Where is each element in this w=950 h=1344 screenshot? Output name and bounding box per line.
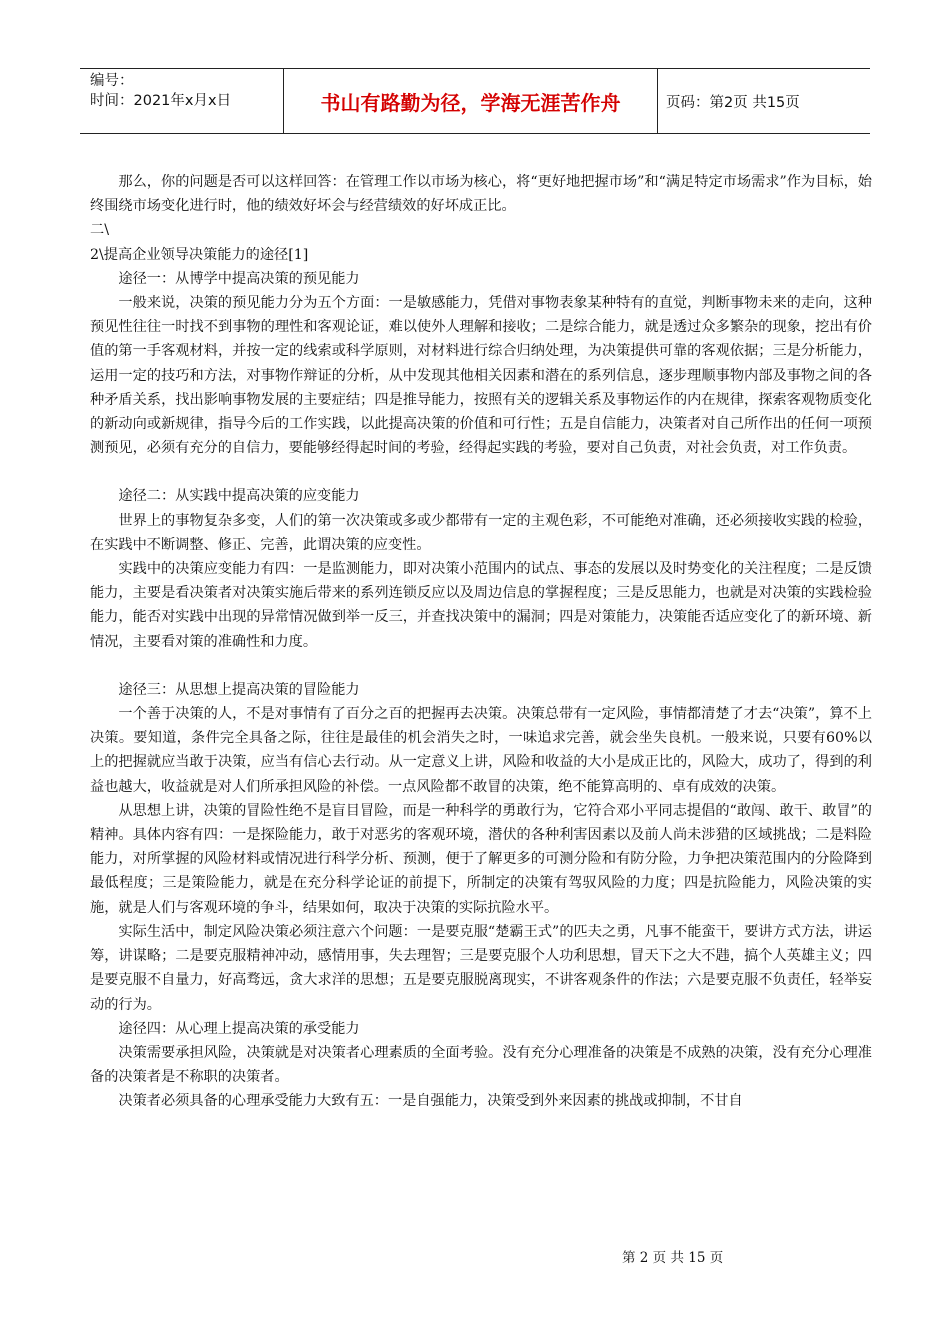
paragraph: 世界上的事物复杂多变，人们的第一次决策或多或少都带有一定的主观色彩，不可能绝对准确，还必须接收实践的检验，在实践中不断调整、修正、完善，此谓决策的应变性。 xyxy=(90,512,872,553)
document-body xyxy=(90,170,872,1114)
paragraph: 实践中的决策应变能力有四：一是监测能力，即对决策小范围内的试点、事态的发展以及时势变化的关注程度；二是反馈能力，主要是看决策者对决策实施后带来的系列连锁反应以及周边信息的掌握程度；三是反思能力，也就是对决策的实践检验能力，能否对实践中出现的异常情况做到举一反三，并查找决策中的漏洞；四是对策能力，决策能否适应变化了的新环境、新情况，主要看对策的准确性和力度。 xyxy=(90,561,872,650)
paragraph: 一般来说，决策的预见能力分为五个方面：一是敏感能力，凭借对事物表象某种特有的直觉，判断事物未来的走向，这种预见性往往一时找不到事物的理性和客观论证，难以使外人理解和接收；二是综合能力，就是透过众多繁杂的现象，挖出有价值的第一手客观材料，并按一定的线索或科学原则，对材料进行综合归纳处理，为决策提供可靠的客观依据；三是分析能力，运用一定的技巧和方法，对事物作辩证的分析，从中发现其他相关因素和潜在的系列信息，逐步理顺事物内部及事物之间的各种矛盾关系，找出影响事物发展的主要症结；四是推导能力，按照有关的逻辑关系及事物运作的内在规律，探索客观物质变化的新动向或新规律，指导今后的工作实践，以此提高决策的价值和可行性；五是自信能力，决策者对自己所作出的任何一项预测预见，必须有充分的自信力，要能够经得起时间的考验，经得起实践的考验，要对自己负责，对社会负责，对工作负责。 xyxy=(90,295,872,457)
section-heading: 2\提高企业领导决策能力的途径[1] xyxy=(90,246,309,263)
document-number-label: 编号： xyxy=(90,73,134,89)
document-time-label: 时间：2021年x月x日 xyxy=(90,93,232,109)
subsection-heading: 途径三：从思想上提高决策的冒险能力 xyxy=(118,681,360,698)
paragraph: 一个善于决策的人，不是对事情有了百分之百的把握再去决策。决策总带有一定风险，事情都清楚了才去“决策”，算不上决策。要知道，条件完全具备之际，往往是最佳的机会消失之时，一味追求完善，就会坐失良机。一般来说，只要有60%以上的把握就应当敢于决策，应当有信心去行动。从一定意义上讲，风险和收益的大小是成正比的，风险大，成功了，得到的利益也越大，收益就是对人们所承担风险的补偿。一点风险都不敢冒的决策，绝不能算高明的、卓有成效的决策。 xyxy=(90,706,872,795)
subsection-heading: 途径一：从博学中提高决策的预见能力 xyxy=(118,270,360,287)
subsection-heading: 途径二：从实践中提高决策的应变能力 xyxy=(118,488,360,505)
paragraph: 实际生活中，制定风险决策必须注意六个问题：一是要克服“楚霸王式”的匹夫之勇，凡事不能蛮干，要讲方式方法，讲运筹，讲谋略；二是要克服精神冲动，感情用事，失去理智；三是要克服个人功利思想，冒天下之大不韪，搞个人英雄主义；四是要克服不自量力，好高骛远，贪大求洋的思想；五是要克服脱离现实，不讲客观条件的作法；六是要克服不负责任，轻举妄动的行为。 xyxy=(90,923,872,1013)
header-page-number: 页码：第2页 共15页 xyxy=(666,94,800,111)
paragraph: 决策需要承担风险，决策就是对决策者心理素质的全面考验。没有充分心理准备的决策是不成熟的决策，没有充分心理准备的决策者是不称职的决策者。 xyxy=(90,1044,872,1086)
header-meta xyxy=(80,69,284,133)
blank-line xyxy=(90,460,872,484)
paragraph: 决策者必须具备的心理承受能力大致有五：一是自强能力，决策受到外来因素的挑战或抑制，不甘自 xyxy=(118,1093,743,1110)
paragraph: 那么，你的问题是否可以这样回答：在管理工作以市场为核心，将“更好地把握市场”和“满足特定市场需求”作为目标，始终围绕市场变化进行时，他的绩效好坏会与经营绩效的好坏成正比。 xyxy=(90,174,872,215)
section-marker: 二\ xyxy=(90,222,109,239)
page-footer: 第 2 页 共 15 页 xyxy=(622,1250,724,1266)
blank-line xyxy=(90,654,872,678)
page-header xyxy=(80,68,870,134)
header-motto: 书山有路勤为径，学海无涯苦作舟 xyxy=(284,69,658,133)
subsection-heading: 途径四：从心理上提高决策的承受能力 xyxy=(118,1020,360,1037)
paragraph: 从思想上讲，决策的冒险性绝不是盲目冒险，而是一种科学的勇敢行为，它符合邓小平同志提倡的“敢闯、敢干、敢冒”的精神。具体内容有四：一是探险能力，敢于对恶劣的客观环境，潜伏的各种利害因素以及前人尚未涉猎的区域挑战；二是料险能力，对所掌握的风险材料或情况进行科学分析、预测，便于了解更多的可测分险和有防分险，力争把决策范围内的分险降到最低程度；三是策险能力，就是在充分科学论证的前提下，所制定的决策有驾驭风险的力度；四是抗险能力，风险决策的实施，就是人们与客观环境的争斗，结果如何，取决于决策的实际抗险水平。 xyxy=(90,802,872,916)
